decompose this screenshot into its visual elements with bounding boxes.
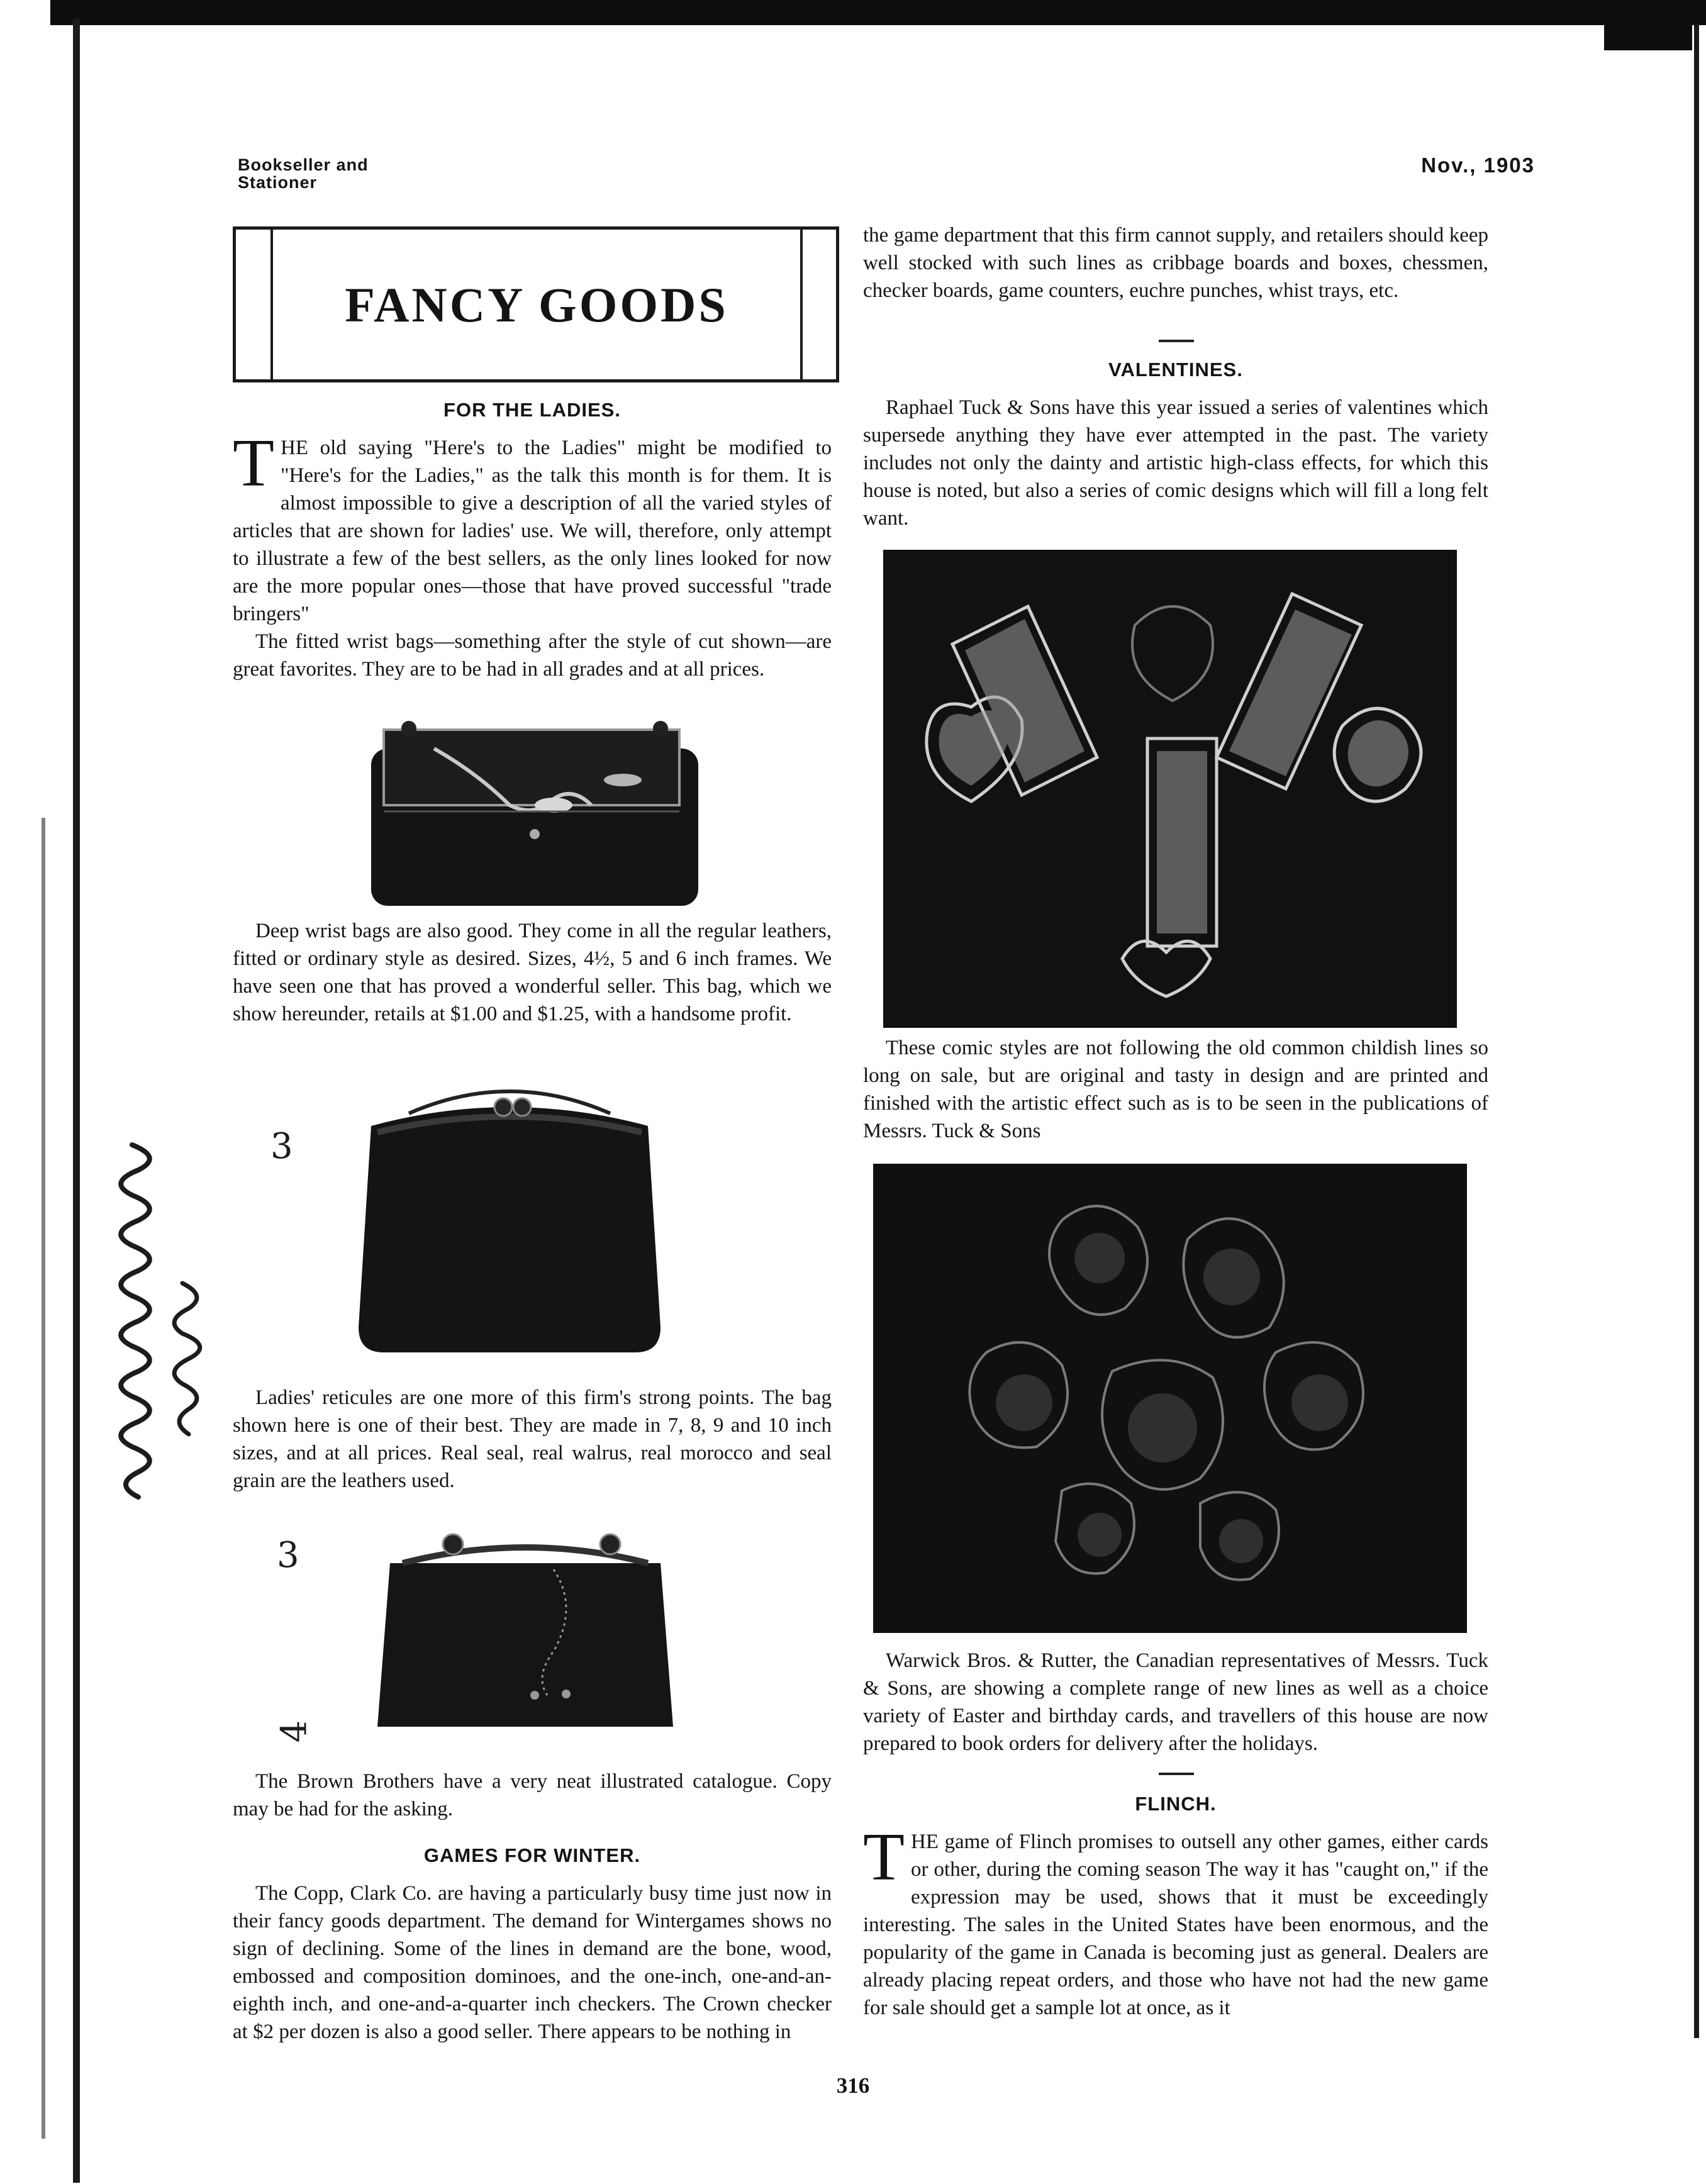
margin-mark-1: 3 [270, 1126, 293, 1167]
valentines-photo-2 [873, 1164, 1467, 1633]
heading-games-for-winter: GAMES FOR WINTER. [423, 1844, 641, 1866]
ladies-intro [233, 426, 832, 683]
heading-flinch: FLINCH. [1135, 1793, 1217, 1815]
reticule-bag-illustration [365, 1525, 686, 1739]
valentines-intro [863, 394, 1488, 532]
scan-left-border [73, 19, 80, 2183]
scan-top-border [50, 0, 1706, 25]
games-continued [863, 221, 1488, 304]
valentines-paragraph-1: Raphael Tuck & Sons have this year issued a series of valentines which supersede anything they have ever attempted in the past. The variety includes not only the dainty and artistic high-class effects, for which this house is noted, but also a series of comic designs which will fill a long felt want. [863, 396, 1488, 530]
ladies-catalogue [233, 1768, 832, 1823]
ladies-reticules [233, 1384, 832, 1495]
valentines-paragraph-2: These comic styles are not following the old common childish lines so long on sale, but are original and tasty in design and are printed and finished with the artistic effect such as is to be seen in the publications of Messrs. Tuck & Sons [863, 1037, 1488, 1142]
ladies-paragraph-2: The fitted wrist bags—something after the style of cut shown—are great favorites. They are to be had in all grades and at all prices. [233, 630, 832, 681]
running-header-date: Nov., 1903 [1421, 153, 1535, 177]
scan-right-border [1694, 25, 1699, 2038]
ladies-deep-bags [233, 917, 832, 1028]
scan-left-edge [42, 818, 45, 2139]
valentines-paragraph-3: Warwick Bros. & Rutter, the Canadian representatives of Messrs. Tuck & Sons, are showing a complete range of new lines as well as a choice variety of Easter and birthday cards, and travellers of this house are now prepared to book orders for delivery after the holidays. [863, 1649, 1488, 1755]
ladies-paragraph-5: The Brown Brothers have a very neat illustrated catalogue. Copy may be had for the asking. [233, 1770, 832, 1820]
games-copp-clark [233, 1880, 832, 2046]
dropcap-t-flinch: T [863, 1820, 905, 1895]
section-separator [1159, 340, 1194, 342]
dropcap-t: T [233, 426, 274, 501]
page-title: FANCY GOODS [345, 277, 728, 332]
header-line-2: Stationer [238, 173, 318, 192]
ladies-paragraph-4: Ladies' reticules are one more of this firm's strong points. The bag shown here is one of their best. They are made in 7, 8, 9 and 10 inch sizes, and at all prices. Real seal, real walrus, real morocco and seal grain are the leathers used. [233, 1386, 832, 1492]
header-line-1: Bookseller and [238, 155, 369, 174]
ladies-paragraph-1: HE old saying "Here's to the Ladies" might be modified to "Here's for the Ladies," as the talk this month is for them. It is almost impossible to give a description of all the varied styles of articles that are shown for ladies' use. We will, therefore, only attempt to illustrate a few of the best sellers, as the only lines looked for now are the more popular ones—those that have proved successful "trade bringers" [233, 437, 832, 625]
margin-mark-2: 3 [277, 1535, 299, 1576]
scan-top-border-tail [1604, 25, 1692, 50]
valentines-comic [863, 1034, 1488, 1145]
games-paragraph-continued: the game department that this firm cannot supply, and retailers should keep well stocked with such lines as cribbage boards and boxes, chessmen, checker boards, game counters, euchre punches, whist trays, etc. [863, 224, 1488, 302]
flinch-paragraph-1: HE game of Flinch promises to outsell any other games, either cards or other, during the coming season The way it has "caught on," if the expression may be used, shows that it must be exceedingly interesting. The sales in the United States have been enormous, and the popularity of the game in Canada is becoming just as general. Dealers are already placing repeat orders, and those who have not had the new game for sale should get a sample lot at once, as it [863, 1830, 1488, 2019]
section-separator-2 [1159, 1773, 1194, 1775]
running-header-publication [238, 156, 502, 191]
margin-mark-3: 4 [274, 1720, 315, 1743]
fitted-wrist-bag-illustration [365, 711, 705, 918]
valentines-warwick [863, 1647, 1488, 1758]
page-number: 316 [836, 2073, 870, 2098]
ladies-paragraph-3: Deep wrist bags are also good. They come in all the regular leathers, fitted or ordinary style as desired. Sizes, 4½, 5 and 6 inch frames. We have seen one that has proved a wonderful seller. This bag, which we show hereunder, retails at $1.00 and $1.25, with a handsome profit. [233, 920, 832, 1025]
games-paragraph-1: The Copp, Clark Co. are having a particularly busy time just now in their fancy goods department. The demand for Wintergames shows no sign of declining. Some of the lines in demand are the bone, wood, embossed and composition dominoes, and the one-inch, one-and-an-eighth inch, and one-and-a-quarter inch checkers. The Crown checker at $2 per dozen is also a good seller. There appears to be nothing in [233, 1882, 832, 2043]
handwritten-margin-note [88, 1057, 214, 1560]
valentines-photo-1 [883, 550, 1457, 1028]
deep-wrist-bag-illustration [333, 1076, 686, 1359]
heading-for-the-ladies: FOR THE LADIES. [443, 399, 621, 421]
flinch-article [863, 1820, 1488, 2022]
heading-valentines: VALENTINES. [1108, 359, 1243, 381]
